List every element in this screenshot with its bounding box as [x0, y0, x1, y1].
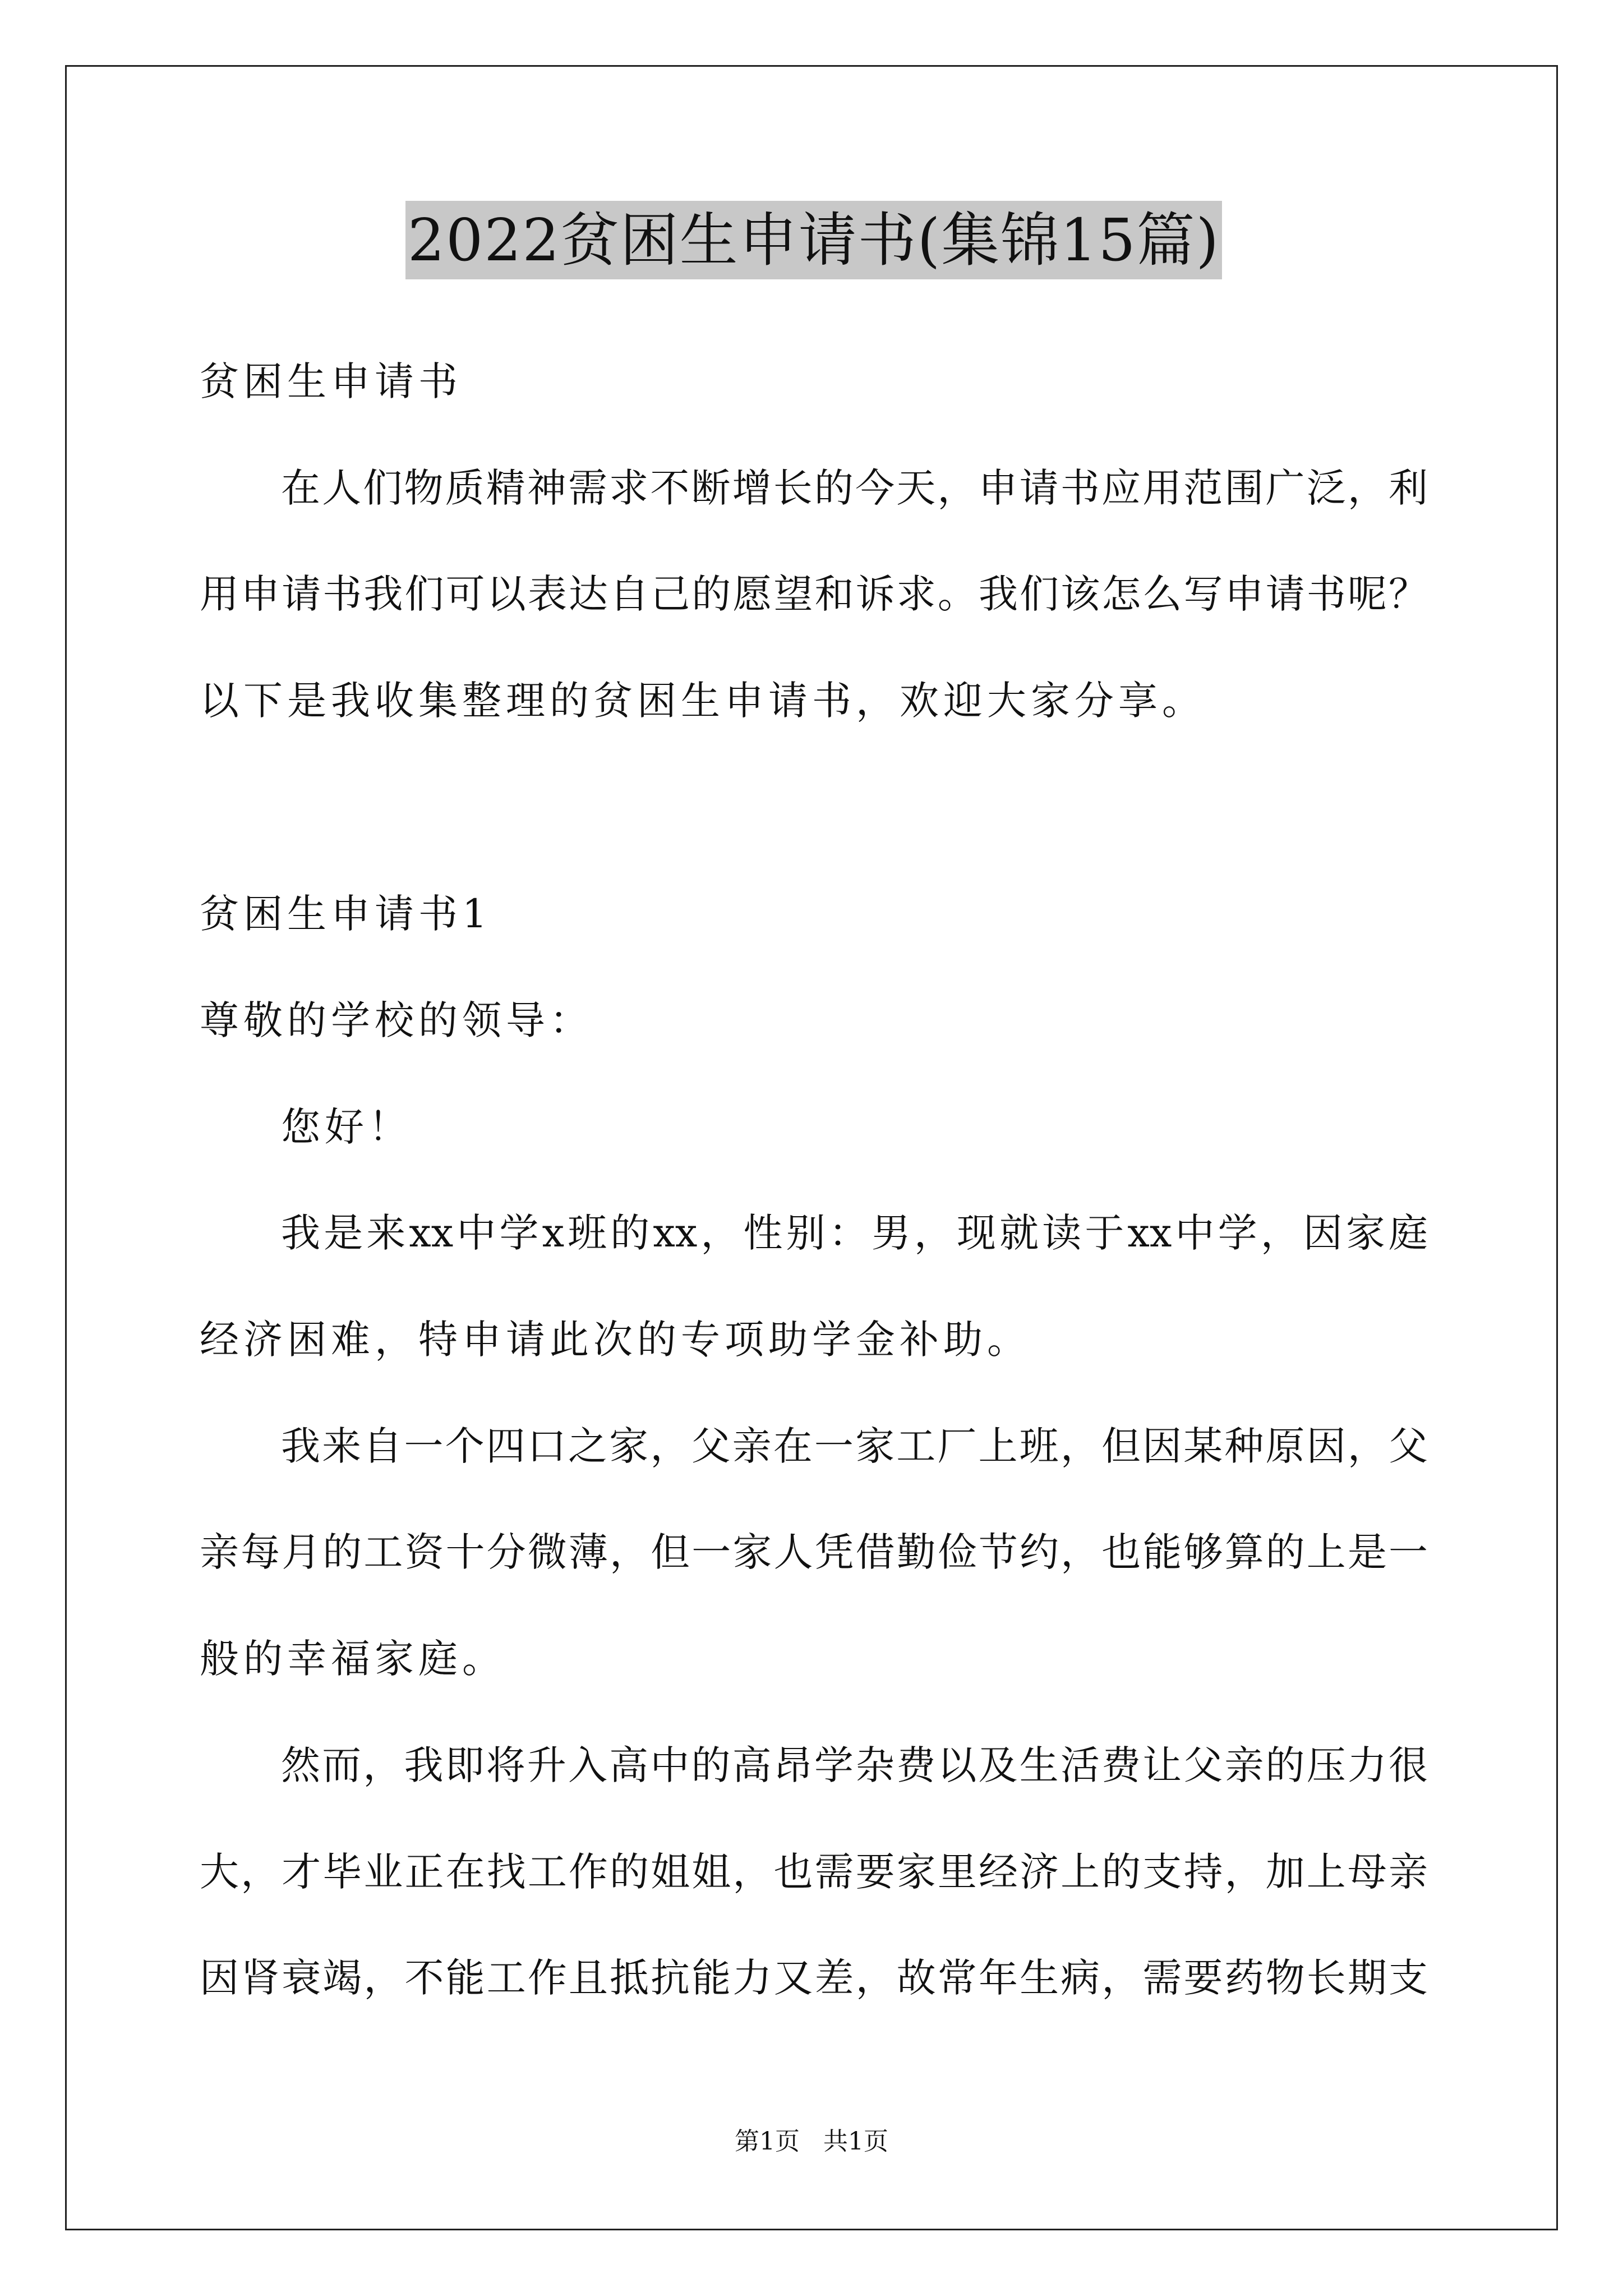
paragraph-line: 般的幸福家庭。	[200, 1636, 506, 1682]
page-footer: 第1页 共1页	[735, 2127, 888, 2156]
section-heading: 贫困生申请书	[200, 358, 462, 404]
greeting: 您好！	[281, 1104, 412, 1150]
paragraph-line: 用申请书我们可以表达自己的愿望和诉求。我们该怎么写申请书呢？	[200, 571, 1428, 617]
document-title: 2022贫困生申请书(集锦15篇)	[405, 201, 1222, 279]
paragraph-line: 我来自一个四口之家，父亲在一家工厂上班，但因某种原因，父	[281, 1423, 1428, 1469]
salutation: 尊敬的学校的领导：	[200, 997, 593, 1043]
title-container	[200, 201, 1428, 279]
paragraph-line: 亲每月的工资十分微薄，但一家人凭借勤俭节约，也能够算的上是一	[200, 1529, 1428, 1575]
paragraph-line: 在人们物质精神需求不断增长的今天，申请书应用范围广泛，利	[281, 465, 1428, 511]
paragraph-line: 大，才毕业正在找工作的姐姐，也需要家里经济上的支持，加上母亲	[200, 1849, 1428, 1895]
section-heading: 贫困生申请书1	[200, 891, 492, 937]
paragraph-line: 因肾衰竭，不能工作且抵抗能力又差，故常年生病，需要药物长期支	[200, 1955, 1428, 2001]
paragraph-line: 经济困难，特申请此次的专项助学金补助。	[200, 1317, 1031, 1363]
paragraph-line: 以下是我收集整理的贫困生申请书，欢迎大家分享。	[200, 678, 1206, 724]
paragraph-line: 然而，我即将升入高中的高昂学杂费以及生活费让父亲的压力很	[281, 1742, 1428, 1788]
paragraph-line: 我是来xx中学x班的xx，性别：男，现就读于xx中学，因家庭	[281, 1210, 1428, 1256]
